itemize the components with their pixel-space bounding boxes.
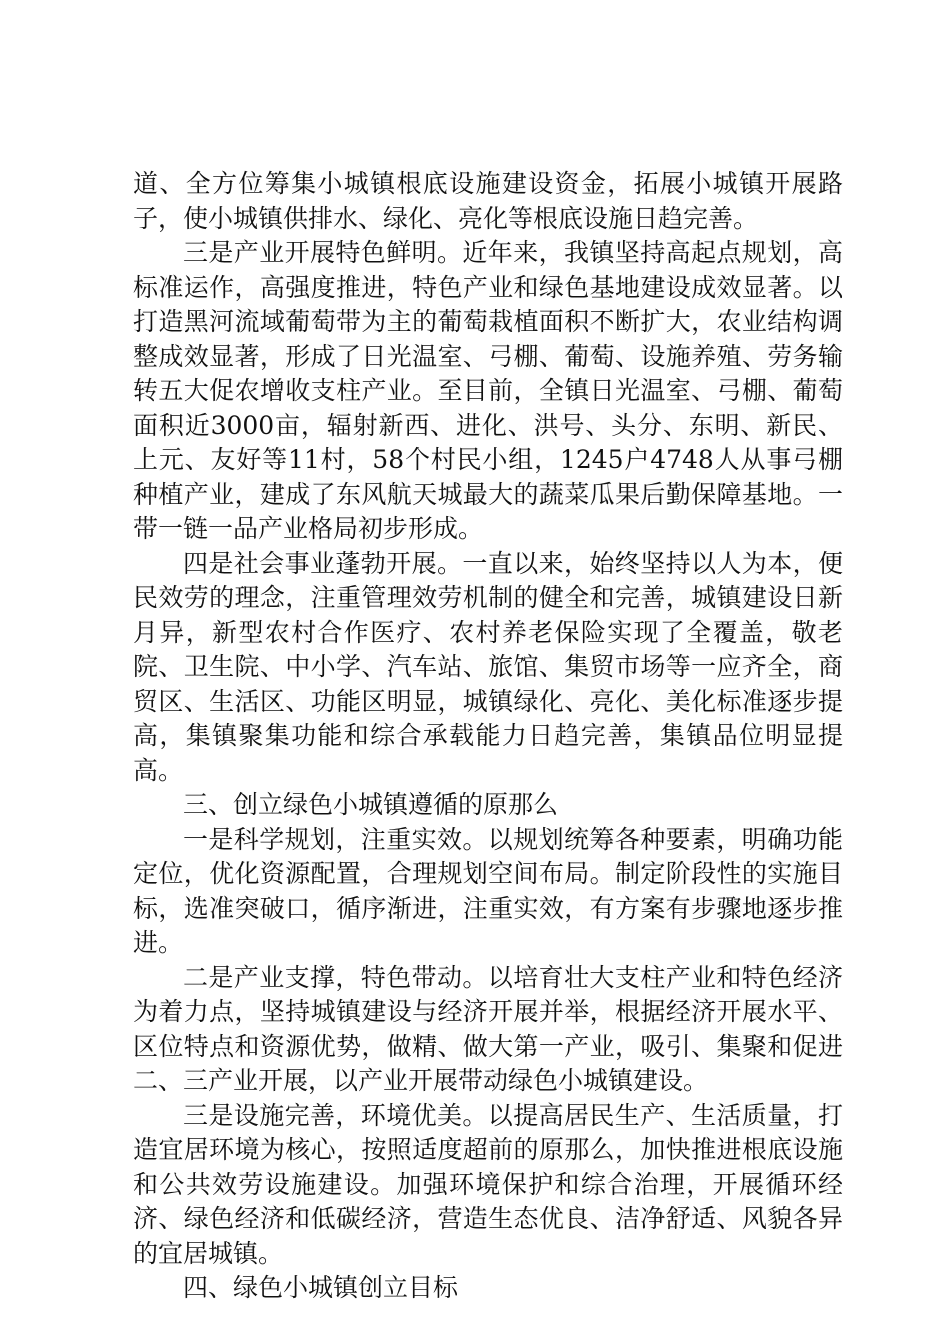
paragraph-industry-support: 二是产业支撑，特色带动。以培育壮大支柱产业和特色经济为着力点，坚持城镇建设与经济开展并举，根据经济开展水平、区位特点和资源优势，做精、做大第一产业，吸引、集聚和促进二、三产业开展，以产业开展带动绿色小城镇建设。 (133, 962, 843, 1095)
paragraph-infrastructure-continued: 道、全方位筹集小城镇根底设施建设资金，拓展小城镇开展路子，使小城镇供排水、绿化、亮化等根底设施日趋完善。 (133, 169, 843, 233)
paragraph-industry-features: 三是产业开展特色鲜明。近年来，我镇坚持高起点规划，高标准运作，高强度推进，特色产业和绿色基地建设成效显著。以打造黑河流域葡萄带为主的葡萄栽植面积不断扩大，农业结构调整成效显著，形成了日光温室、弓棚、葡萄、设施养殖、劳务输转五大促农增收支柱产业。至目前，全镇日光温室、弓棚、葡萄面积近3000亩，辐射新西、进化、洪号、头分、东明、新民、上元、友好等11村，58个村民小组，1245户4748人从事弓棚种植产业，建成了东风航天城最大的蔬菜瓜果后勤保障基地。一带一链一品产业格局初步形成。 (133, 238, 843, 543)
paragraph-facilities-environment: 三是设施完善，环境优美。以提高居民生产、生活质量，打造宜居环境为核心，按照适度超前的原那么，加快推进根底设施和公共效劳设施建设。加强环境保护和综合治理，开展循环经济、绿色经济和低碳经济，营造生态优良、洁净舒适、风貌各异的宜居城镇。 (133, 1100, 843, 1268)
section-heading-goals: 四、绿色小城镇创立目标 (183, 1273, 459, 1302)
paragraph-scientific-planning: 一是科学规划，注重实效。以规划统筹各种要素，明确功能定位，优化资源配置，合理规划空间布局。制定阶段性的实施目标，选准突破口，循序渐进，注重实效，有方案有步骤地逐步推进。 (133, 824, 843, 957)
document-body (133, 167, 843, 1306)
section-heading-principles: 三、创立绿色小城镇遵循的原那么 (183, 790, 559, 819)
paragraph-social-undertakings: 四是社会事业蓬勃开展。一直以来，始终坚持以人为本，便民效劳的理念，注重管理效劳机制的健全和完善，城镇建设日新月异，新型农村合作医疗、农村养老保险实现了全覆盖，敬老院、卫生院、中小学、汽车站、旅馆、集贸市场等一应齐全，商贸区、生活区、功能区明显，城镇绿化、亮化、美化标准逐步提高，集镇聚集功能和综合承载能力日趋完善，集镇品位明显提高。 (133, 548, 843, 785)
